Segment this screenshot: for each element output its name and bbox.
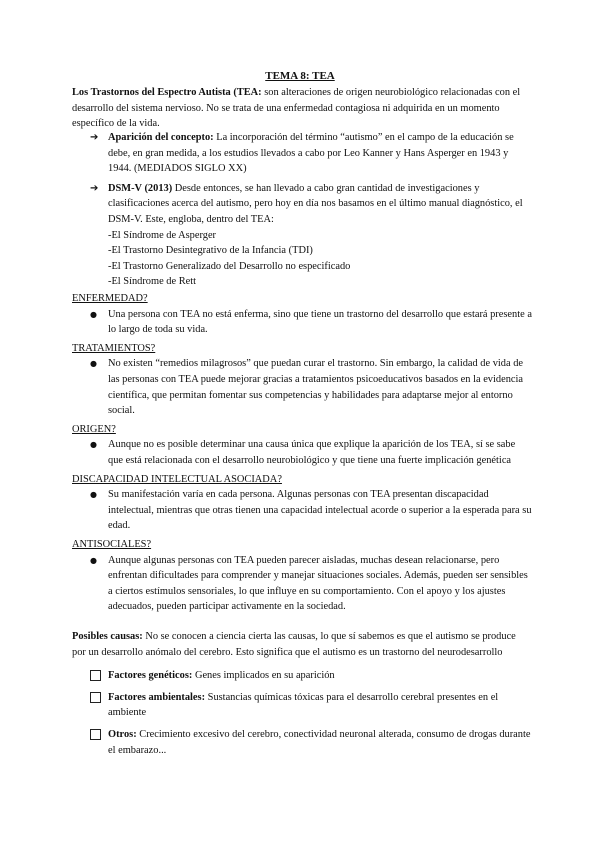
section-discapacidad [72, 472, 532, 534]
section-enfermedad [72, 291, 532, 338]
faq-sections [72, 291, 532, 618]
section-text: Una persona con TEA no está enferma, sino que tiene un trastorno del desarrollo que estará presente a lo largo de toda su vida. [108, 308, 532, 336]
checklist-text: Sustancias químicas tóxicas para el desarrollo cerebral presentes en el ambiente [108, 691, 499, 719]
arrow-item-term: DSM-V (2013) [108, 182, 173, 194]
checklist-item [72, 690, 532, 721]
intro-paragraph [72, 85, 532, 132]
section-text: Aunque no es posible determinar una causa única que explique la aparición de los TEA, sí se sabe que está relacionada con el desarrollo neurobiológico y que tiene una fuerte implicación genética [108, 439, 516, 466]
arrow-item-concept [90, 130, 530, 177]
checklist-text: Genes implicados en su aparición [192, 670, 335, 682]
section-tratamientos [72, 341, 532, 419]
causes-paragraph [72, 629, 532, 660]
bullet-icon: ● [90, 359, 97, 369]
dsm-subitem: -El Síndrome de Rett [108, 276, 197, 288]
section-bullet [72, 437, 532, 468]
page-title: TEMA 8: TEA [265, 70, 335, 82]
bullet-icon: ● [90, 490, 97, 500]
bullet-icon: ● [90, 440, 97, 450]
section-heading: ORIGEN? [72, 423, 116, 435]
section-bullet [72, 356, 532, 418]
arrow-item-text: Desde entonces, se han llevado a cabo gran cantidad de investigaciones y clasificaciones acerca del autismo, pero hoy en día nos basamos en el último manual diagnóstico, el DSM-V. Este, engloba, dentro del TEA: [108, 182, 523, 225]
dsm-subitem: -El Trastorno Desintegrativo de la Infancia (TDI) [108, 245, 313, 257]
checklist-item [72, 668, 532, 684]
bullet-icon: ● [90, 309, 97, 319]
bullet-icon: ● [90, 555, 97, 565]
dsm-subitem: -El Trastorno Generalizado del Desarrollo no especificado [108, 260, 351, 272]
checklist-text: Crecimiento excesivo del cerebro, conectividad neuronal alterada, consumo de drogas durante el embarazo... [108, 728, 531, 756]
arrow-item-dsm [90, 181, 530, 290]
causes-term: Posibles causas: [72, 631, 143, 642]
section-bullet [72, 307, 532, 338]
arrow-item-text: La incorporación del término “autismo” en el campo de la educación se debe, en gran medida, a los estudios llevados a cabo por Leo Kanner y Hans Asperger en 1943 y 1944. (MEDIADOS SIGLO XX) [108, 132, 514, 175]
arrow-list [90, 130, 530, 294]
section-heading: ANTISOCIALES? [72, 538, 152, 550]
checkbox[interactable] [90, 729, 101, 740]
arrow-right-icon: ➔ [90, 132, 99, 143]
intro-term: Los Trastornos del Espectro Autista (TEA: [72, 87, 262, 98]
section-text: No existen “remedios milagrosos” que puedan curar el trastorno. Sin embargo, la calidad de vida de las personas con TEA puede mejorar gracias a tratamientos psicoeducativos basados en la evidencia científica, que permitan fomentar sus competencias y habilidades para adaptarse mejor al entorno social. [108, 358, 524, 417]
section-antisociales [72, 537, 532, 615]
checklist-item [72, 727, 532, 758]
checklist-term: Factores ambientales: [108, 691, 206, 703]
section-heading: ENFERMEDAD? [72, 293, 148, 304]
section-text: Su manifestación varía en cada persona. Algunas personas con TEA presentan discapacidad intelectual, mientras que otras tienen una capacidad intelectual acorde o superior a la esperada para su edad. [108, 489, 532, 532]
section-bullet [72, 553, 532, 615]
intro-text: son alteraciones de origen neurobiológico relacionadas con el desarrollo del sistema nervioso. No se trata de una enfermedad contagiosa ni adquirida en un momento específico de la vida. [72, 87, 521, 130]
arrow-item-term: Aparición del concepto: [108, 132, 214, 143]
causes-section [72, 629, 532, 764]
causes-checklist [72, 668, 532, 758]
checklist-term: Factores genéticos: [108, 670, 193, 682]
section-bullet [72, 487, 532, 534]
section-heading: DISCAPACIDAD INTELECTUAL ASOCIADA? [72, 473, 282, 485]
arrow-right-icon: ➔ [90, 182, 99, 194]
checklist-term: Otros: [108, 728, 137, 740]
section-origen [72, 422, 532, 469]
causes-text: No se conocen a ciencia cierta las causas, lo que sí sabemos es que el autismo se produce por un desarrollo anómalo del cerebro. Esto significa que el autismo es un trastorno del neurodesarrollo [72, 631, 516, 658]
checkbox[interactable] [90, 692, 101, 703]
checkbox[interactable] [90, 670, 101, 681]
section-heading: TRATAMIENTOS? [72, 342, 156, 354]
dsm-subitem: -El Síndrome de Asperger [108, 229, 217, 241]
section-text: Aunque algunas personas con TEA pueden parecer aisladas, muchas desean relacionarse, pero enfrentan dificultades para comprender y manejar situaciones sociales. Además, pueden ser sensibles a ciertos estímulos sensoriales, lo que influye en su comportamiento. Con el apoyo y los ajustes adecuados, pueden participar activamente en la sociedad. [108, 554, 528, 613]
